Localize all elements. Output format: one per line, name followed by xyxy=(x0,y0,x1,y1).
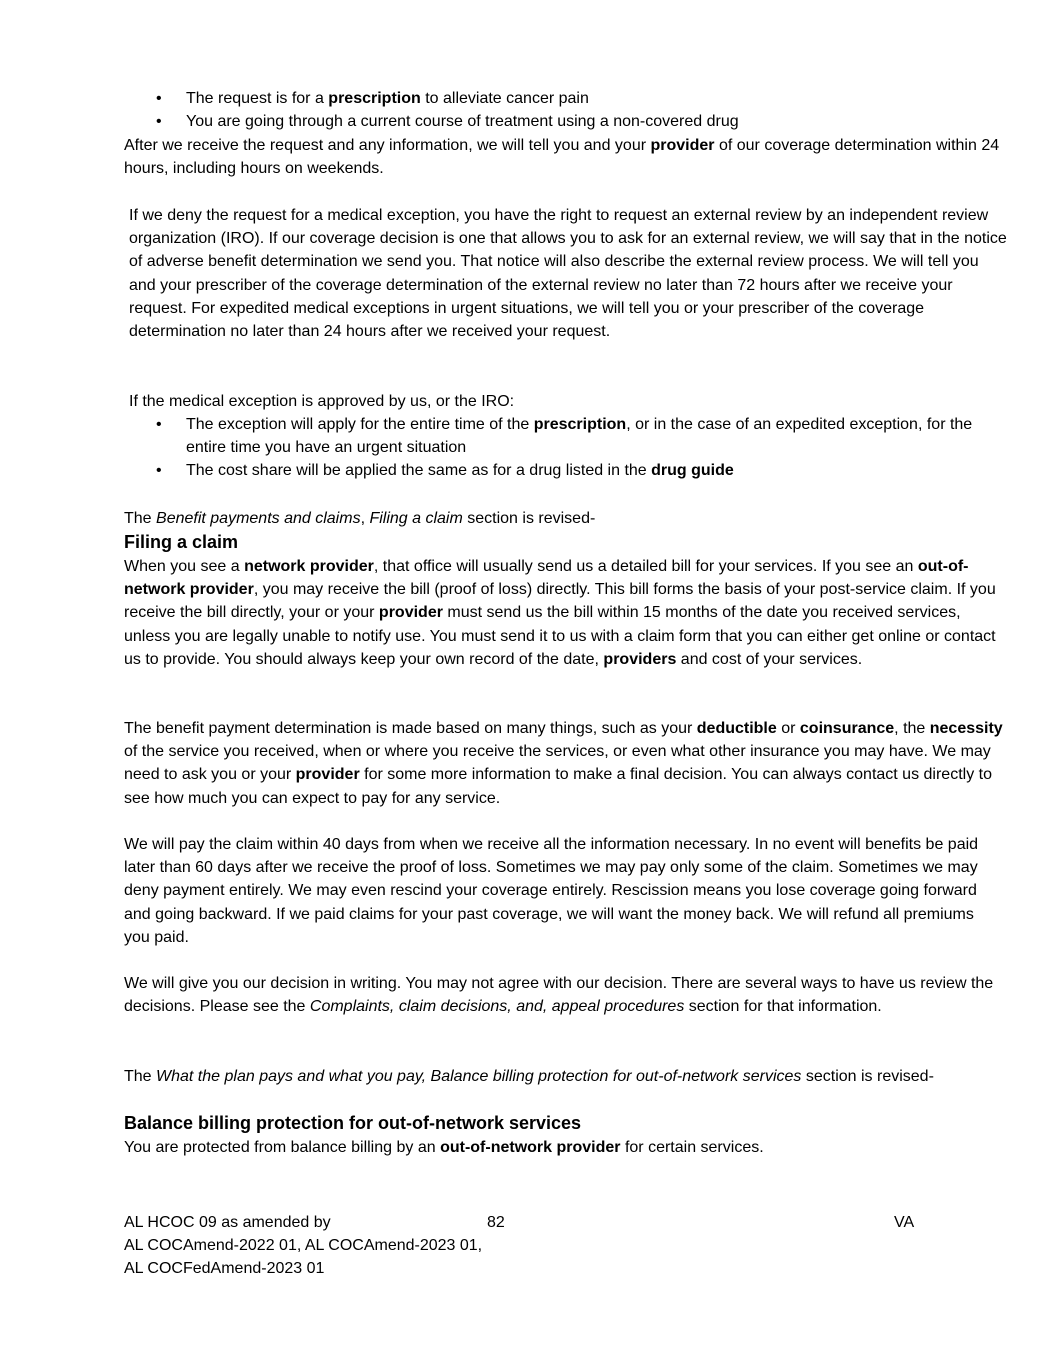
list-item: • You are going through a current course of treatment using a non-covered drug xyxy=(124,110,1004,133)
paragraph-filing-bill: When you see a network provider, that office will usually send us a detailed bill for your services. If you see an out-of-network provider, you may receive the bill (proof of loss) directly. This bill forms the basis of your post-service claim. If you receive the bill directly, your or your provider must send us the bill within 15 months of the date you received services, unless you are legally unable to notify use. You must send it to us with a claim form that you can either get online or contact us to provide. You should always keep your own record of the date, providers and cost of your services. xyxy=(124,558,996,668)
heading-filing-a-claim: Filing a claim xyxy=(124,532,239,552)
request-conditions-list xyxy=(124,87,1004,133)
list-item: • The request is for a prescription to alleviate cancer pain xyxy=(124,87,1004,110)
paragraph-decision-writing: We will give you our decision in writing. You may not agree with our decision. There are several ways to have us review the decisions. Please see the Complaints, claim decisions, and, appeal procedures section for that information. xyxy=(124,975,994,1016)
heading-balance-billing: Balance billing protection for out-of-network services xyxy=(124,1113,582,1133)
paragraph-claim-payment: We will pay the claim within 40 days from when we receive all the information necessary. In no event will benefits be paid later than 60 days after we receive the proof of loss. Sometimes we may pay only some of the claim. Sometimes we may deny payment entirely. We may even rescind your coverage entirely. Rescission means you lose coverage going forward and going backward. If we paid claims for your past coverage, we will want the money back. We will refund all premiums you paid. xyxy=(124,836,979,946)
paragraph-balance-protection: You are protected from balance billing by an out-of-network provider for certain services. xyxy=(124,1139,764,1156)
paragraph-benefit-determination: The benefit payment determination is made based on many things, such as your deductible or coinsurance, the necessity of the service you received, when or where you receive the services, or even what other insurance you may have. We may need to ask you or your provider for some more information to make a final decision. You can always contact us directly to see how much you can expect to pay for any service. xyxy=(124,720,1003,807)
paragraph-external-review: If we deny the request for a medical exception, you have the right to request an external review by an independent review organization (IRO). If our coverage decision is one that allows you to ask for an external review, we will say that in the notice of adverse benefit determination we send you. That notice will also describe the external review process. We will tell you and your prescriber of the coverage determination of the external review no later than 72 hours after we receive your request. For expedited medical exceptions in urgent situations, we will tell you or your prescriber of the coverage determination no later than 24 hours after we received your request. xyxy=(129,207,1007,341)
footer-form-line: AL COCAmend-2022 01, AL COCAmend-2023 01, xyxy=(124,1237,483,1255)
paragraph-exception-approved: If the medical exception is approved by us, or the IRO: xyxy=(129,393,515,410)
approved-exception-list xyxy=(124,413,1004,483)
footer-page-number: 82 xyxy=(487,1214,505,1231)
footer-form-numbers xyxy=(124,1211,482,1281)
list-item: • The exception will apply for the entire time of the prescription, or in the case of an expedited exception, for the entire time you have an urgent situation xyxy=(124,413,1004,459)
footer-state-code: VA xyxy=(894,1214,915,1231)
footer-form-line: AL HCOC 09 as amended by xyxy=(124,1214,331,1231)
paragraph-after-request: After we receive the request and any information, we will tell you and your provider of our coverage determination within 24 hours, including hours on weekends. xyxy=(124,137,1000,178)
list-item: • The cost share will be applied the same as for a drug listed in the drug guide xyxy=(124,459,1004,482)
paragraph-filing-revised: The Benefit payments and claims, Filing a claim section is revised- xyxy=(124,510,596,527)
paragraph-balance-revised: The What the plan pays and what you pay, Balance billing protection for out-of-network services section is revised- xyxy=(124,1068,934,1085)
footer-form-line: AL COCFedAmend-2023 01 xyxy=(124,1260,325,1278)
